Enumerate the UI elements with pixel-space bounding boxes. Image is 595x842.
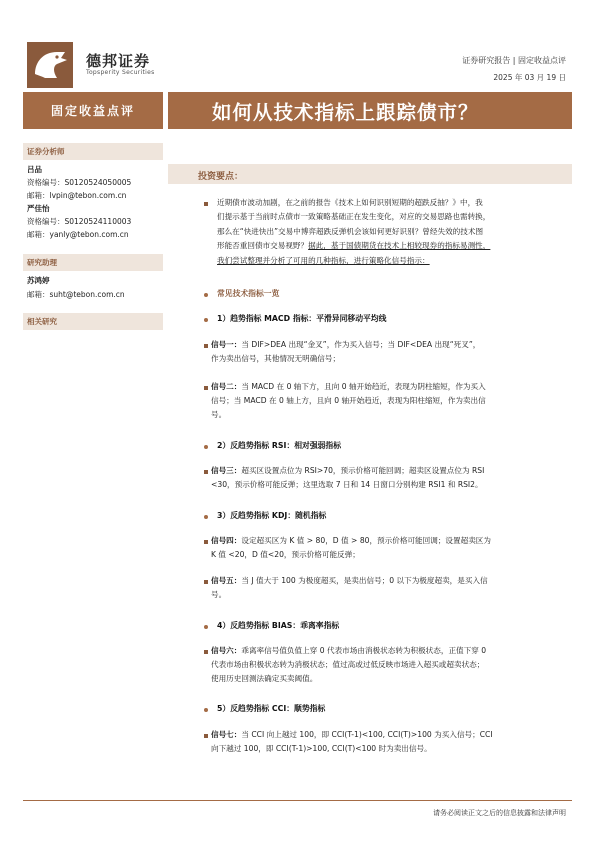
signal-line: 当 MACD 在 0 轴下方，且向 0 轴开始趋近，表现为阴柱缩短，作为买入: [241, 382, 486, 391]
key-points-heading-bar: [168, 164, 572, 184]
bullet-dot-icon: [204, 445, 208, 449]
bullet-square-icon: [204, 580, 208, 584]
signal-paragraph: [211, 338, 568, 366]
bullet-square-icon: [204, 386, 208, 390]
analyst-email[interactable]: 邮箱：lvpin@tebon.com.cn: [27, 191, 127, 200]
signal-label: 信号三：: [211, 466, 242, 475]
section-title: 5）反趋势指标 CCI：顺势指标: [217, 704, 326, 713]
signal-line: <30，预示价格可能反弹；这里选取 7 日和 14 日窗口分别构建 RSI1 和 RSI2。: [211, 480, 483, 490]
intro-line: 形能否重回债市交易视野？: [217, 241, 309, 251]
assistant-email[interactable]: 邮箱：suht@tebon.com.cn: [27, 290, 125, 299]
bullet-square-icon: [204, 470, 208, 474]
intro-line: 近期债市波动加剧，在之前的报告《技术上如何识别短期的超跌反抽？》中，我: [217, 198, 483, 207]
signal-line: K 值 <20，D 值<20，预示价格可能反弹；: [211, 550, 360, 560]
signal-line: 使用历史回测法确定买卖阈值。: [211, 674, 318, 684]
assistant-heading-bar: [23, 254, 163, 271]
company-name-en: Topsperity Securities: [86, 69, 155, 76]
intro-line: 那么在“快进快出”交易中博弈超跌反弹机会该如何更好识别？曾经失效的技术图: [217, 226, 484, 236]
bullet-dot-icon: [204, 515, 208, 519]
bullet-dot-icon: [204, 625, 208, 629]
signal-line: 代表市场由积极状态转为消极状态；值过高或过低反映市场进入超买或超卖状态；: [211, 660, 485, 670]
signal-line: 当 CCI 向上越过 100，即 CCI(T-1)<100, CCI(T)>100 为买入信号；CCI: [241, 730, 493, 739]
report-date: 2025 年 03 月 19 日: [493, 73, 566, 82]
signal-label: 信号二：: [211, 382, 242, 391]
signal-line: 当 J 值大于 100 为极度超买，是卖出信号；0 以下为极度超卖，是买入信: [241, 576, 488, 585]
assistant-name: 苏鸿婷: [27, 276, 50, 285]
section-title: 1）趋势指标 MACD 指标：平滑异同移动平均线: [217, 314, 387, 323]
analyst-heading: 证券分析师: [27, 147, 65, 156]
analyst-name: 严佳怡: [27, 204, 50, 213]
intro-line: 们提示基于当前时点债市一致策略基础正在发生变化，对应的交易思路也需转换，: [217, 212, 491, 222]
signal-label: 信号六：: [211, 646, 242, 655]
analyst-cert: 资格编号：S0120524050005: [27, 178, 132, 187]
analyst-cert: 资格编号：S0120524110003: [27, 217, 132, 226]
signal-paragraph: [211, 644, 568, 687]
related-heading: 相关研究: [27, 317, 57, 326]
signal-paragraph: [211, 728, 568, 756]
signal-line: 号。: [211, 590, 227, 600]
signal-paragraph: [211, 464, 568, 492]
bullet-square-icon: [204, 734, 208, 738]
footer-disclaimer: 请务必阅读正文之后的信息披露和法律声明: [433, 809, 566, 817]
report-title: 如何从技术指标上跟踪债市？: [212, 101, 479, 124]
assistant-heading: 研究助理: [27, 258, 57, 267]
bullet-square-icon: [204, 650, 208, 654]
bullet-square-icon: [204, 540, 208, 544]
common-indicators-heading: 常见技术指标一览: [217, 289, 280, 298]
intro-underlined-text: 我们尝试整理并分析了可用的几种指标，进行策略化信号指示：: [217, 255, 430, 265]
bullet-dot-icon: [204, 293, 208, 297]
analyst-heading-bar: [23, 143, 163, 160]
footer-divider: [23, 800, 572, 801]
company-name-cn: 德邦证券: [86, 52, 151, 70]
bullet-square-icon: [204, 202, 208, 206]
category-label: 固定收益点评: [50, 104, 135, 118]
report-type: 证券研究报告 | 固定收益点评: [462, 56, 566, 65]
intro-paragraph: [217, 196, 567, 268]
signal-line: 号。: [211, 410, 227, 420]
signal-paragraph: [211, 574, 568, 602]
company-logo-mark: [27, 42, 73, 88]
section-title: 4）反趋势指标 BIAS：乖离率指标: [217, 621, 340, 630]
key-points-heading: 投资要点：: [198, 172, 244, 182]
signal-label: 信号五：: [211, 576, 242, 585]
title-banner: [168, 92, 572, 129]
signal-label: 信号四：: [211, 536, 242, 545]
signal-line: 作为卖出信号，其他情况无明确信号；: [211, 354, 341, 364]
analyst-name: 吕品: [27, 165, 42, 174]
signal-label: 信号一：: [211, 340, 242, 349]
signal-paragraph: [211, 380, 568, 423]
section-title: 2）反趋势指标 RSI：相对强弱指标: [217, 441, 342, 450]
signal-paragraph: [211, 534, 568, 562]
signal-line: 乖离率信号值负值上穿 0 代表市场由消极状态转为积极状态，正值下穿 0: [241, 646, 487, 655]
signal-line: 当 DIF>DEA 出现“金叉”，作为买入信号；当 DIF<DEA 出现“死叉”，: [241, 340, 481, 349]
bullet-dot-icon: [204, 318, 208, 322]
analyst-email[interactable]: 邮箱：yanly@tebon.com.cn: [27, 230, 129, 239]
intro-underlined-text: 据此，基于国债期货在技术上相较现券的指标易测性，: [308, 241, 491, 251]
signal-line: 设定超买区为 K 值 > 80，D 值 > 80，预示价格可能回调；设置超卖区为: [241, 536, 491, 545]
bullet-square-icon: [204, 344, 208, 348]
related-heading-bar: [23, 313, 163, 330]
signal-line: 信号；当 MACD 在 0 轴上方，且向 0 轴开始趋近，表现为阳柱缩短，作为卖出信: [211, 396, 486, 406]
signal-line: 向下越过 100，即 CCI(T-1)>100, CCI(T)<100 时为卖出信号。: [211, 744, 432, 754]
signal-line: 超买区设置点位为 RSI>70，预示价格可能回调；超卖区设置点位为 RSI: [241, 466, 485, 475]
signal-label: 信号七：: [211, 730, 242, 739]
section-title: 3）反趋势指标 KDJ：随机指标: [217, 511, 327, 520]
bullet-dot-icon: [204, 708, 208, 712]
category-banner: [23, 92, 163, 129]
